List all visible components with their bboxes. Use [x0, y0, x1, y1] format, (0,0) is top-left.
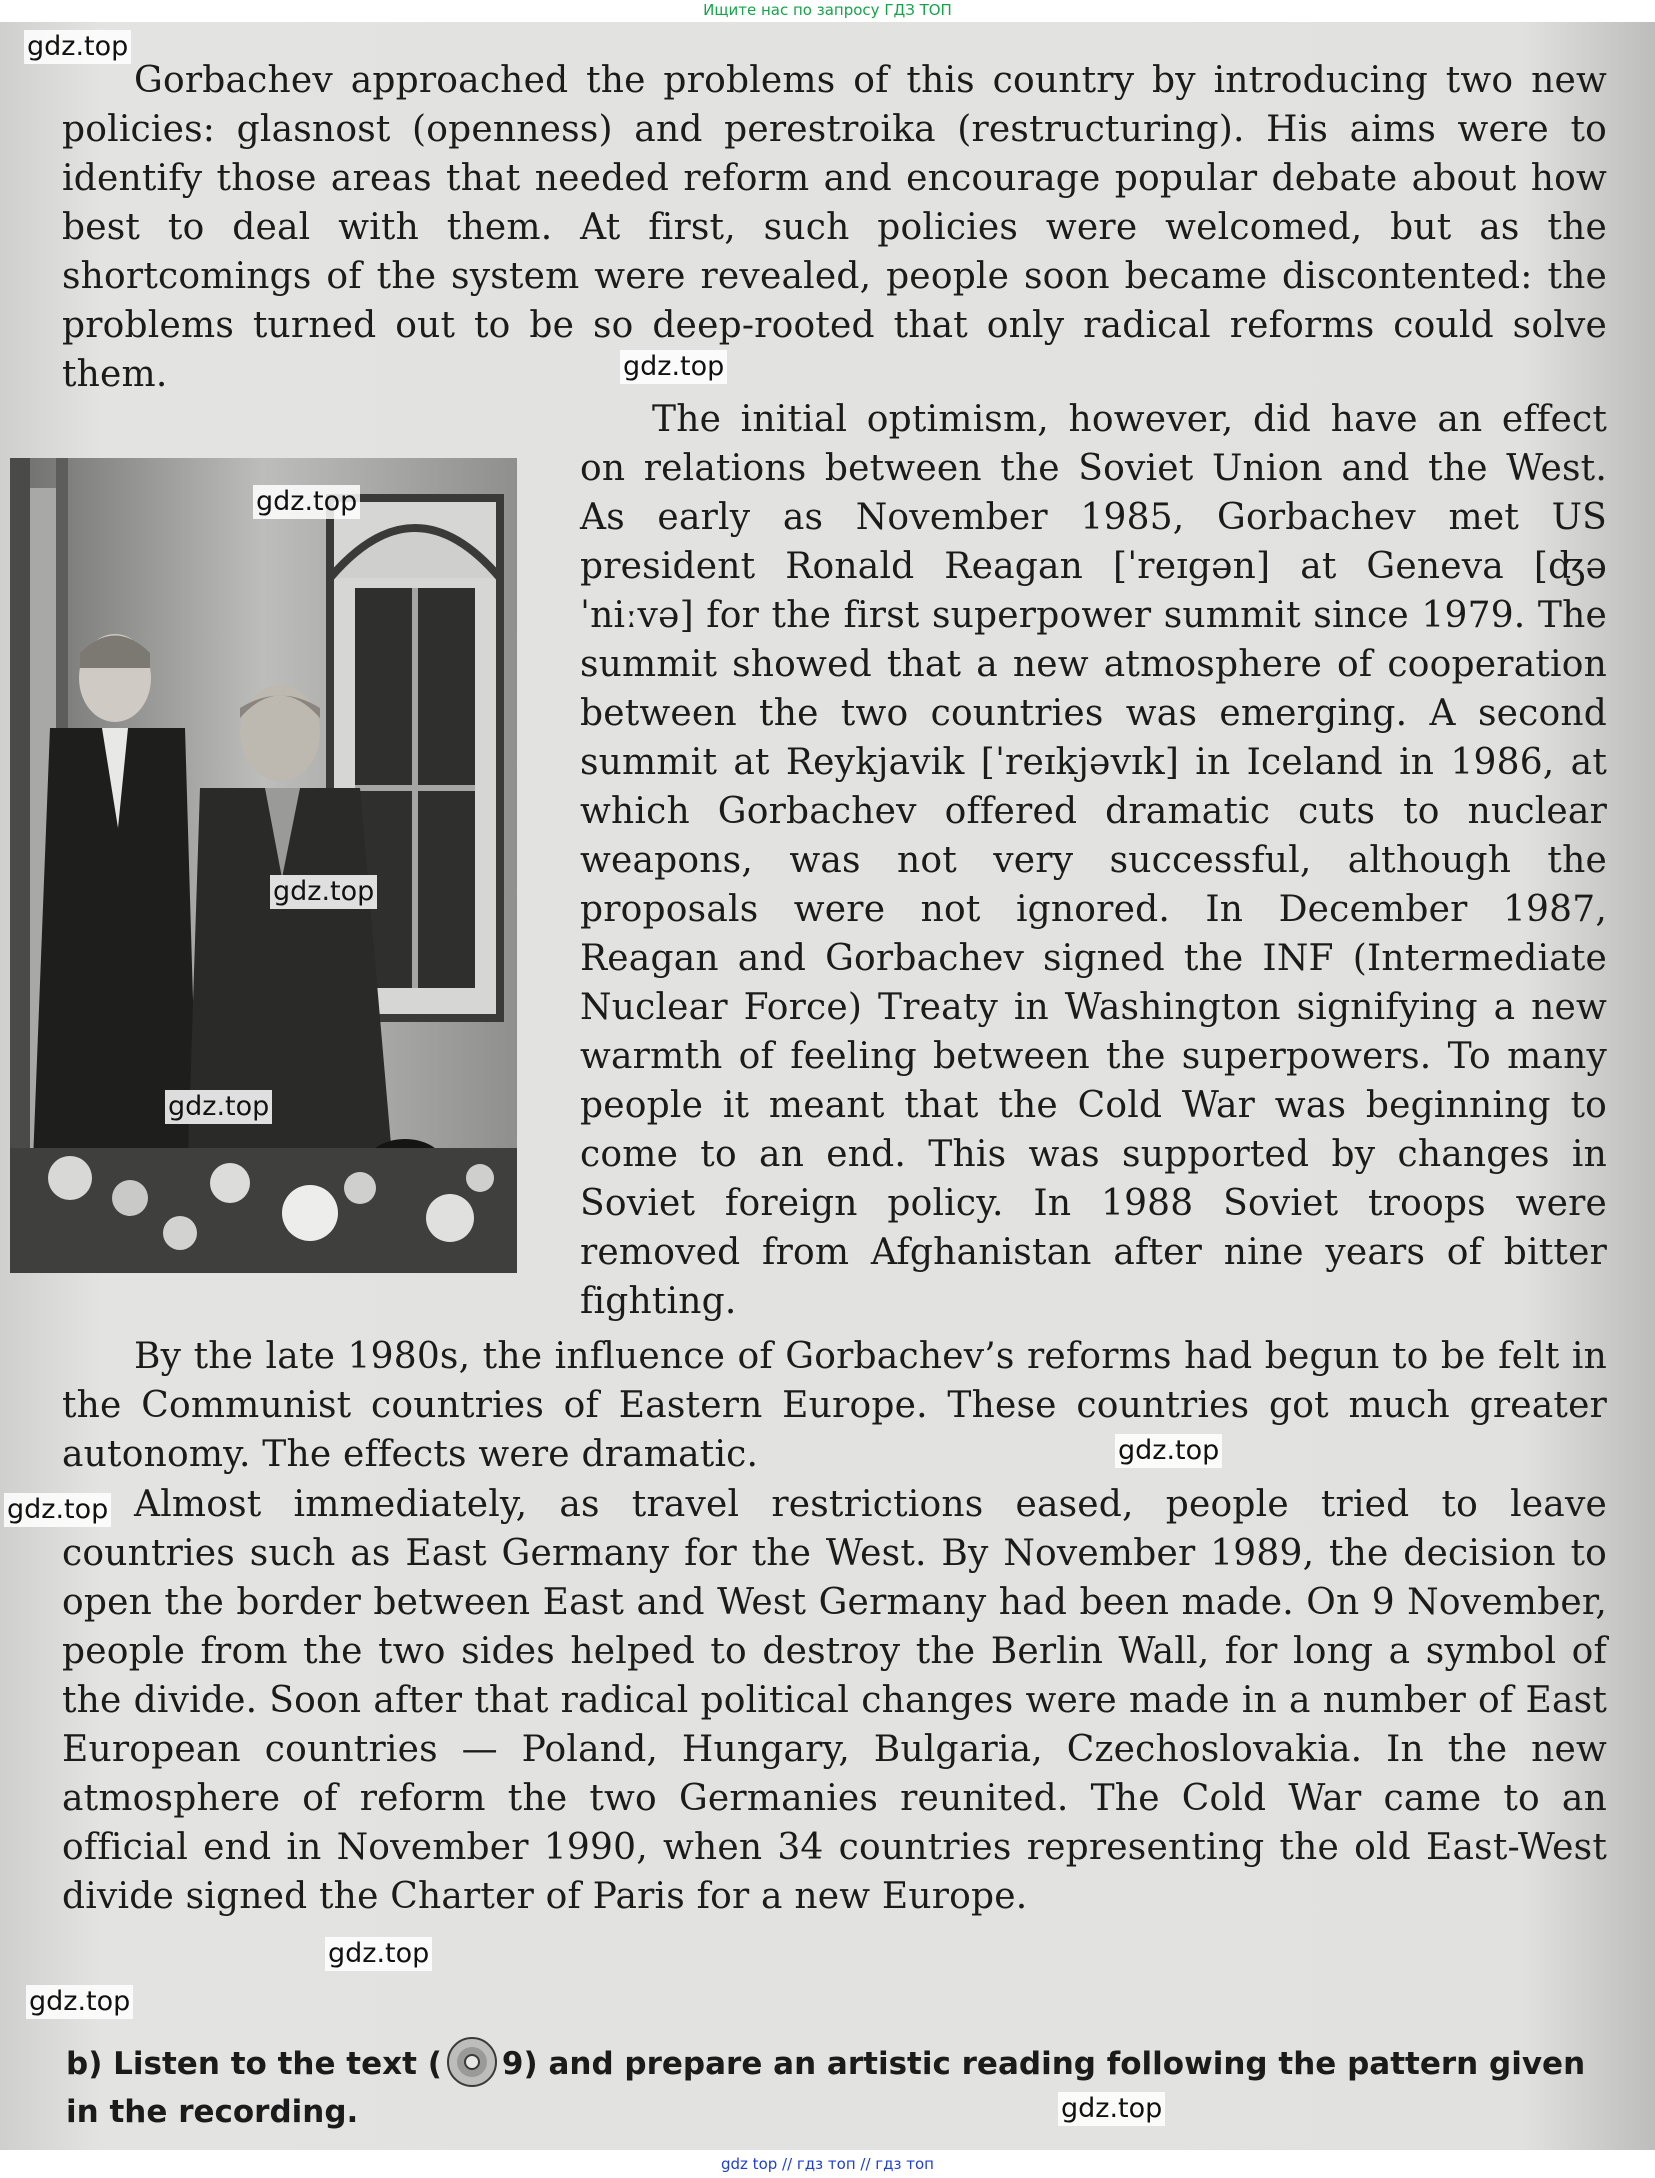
watermark-label: gdz.top — [24, 30, 131, 64]
watermark-label: gdz.top — [4, 1493, 111, 1527]
watermark-label: gdz.top — [26, 1985, 133, 2019]
task-text-prefix: b) Listen to the text ( — [66, 2046, 442, 2082]
top-banner-text: Ищите нас по запросу ГДЗ ТОП — [703, 1, 952, 19]
watermark-label: gdz.top — [325, 1937, 432, 1971]
bottom-banner — [0, 2150, 1655, 2178]
watermark-label: gdz.top — [1058, 2092, 1165, 2126]
watermark-label: gdz.top — [270, 875, 377, 909]
task-b-instruction — [66, 2040, 1607, 2136]
task-track-number: 9 — [501, 2046, 524, 2082]
watermark-label: gdz.top — [165, 1090, 272, 1124]
bottom-banner-text: gdz top // гдз топ // гдз топ — [721, 2155, 934, 2173]
summit-photo-illustration — [10, 458, 517, 1273]
task-text-suffix: ) and prepare an artistic reading following the pattern given in the recording. — [66, 2046, 1586, 2130]
paragraph-berlin-wall: Almost immediately, as travel restrictions eased, people tried to leave countries such as East Germany for the West. By November 1989, the decision to open the border between East and West Germany had been made. On 9 November, people from the two sides helped to destroy the Berlin Wall, for long a symbol of the divide. Soon after that radical political changes were made in a number of East European countries — Poland, Hungary, Bulgaria, Czechoslovakia. In the new atmosphere of reform the two Germanies reunited. The Cold War came to an official end in November 1990, when 34 countries representing the old East-West divide signed the Charter of Paris for a new Europe. — [62, 1484, 1607, 1917]
cd-audio-icon[interactable] — [446, 2036, 498, 2088]
paragraph-glasnost: Gorbachev approached the problems of this country by introducing two new policies: glasnost (openness) and perestroika (restructuring). His aims were to identify those areas that needed reform and encourage popular debate about how best to deal with them. At first, such policies were welcomed, but as the shortcomings of the system were revealed, people soon became discontented: the problems turned out to be so deep-rooted that only radical reforms could solve them. — [62, 60, 1607, 395]
photo-reagan-gorbachev — [10, 458, 517, 1273]
watermark-label: gdz.top — [253, 485, 360, 519]
paragraph-eastern-europe: By the late 1980s, the influence of Gorbachev’s reforms had begun to be felt in the Communist countries of Eastern Europe. These countries got much greater autonomy. The effects were dramatic. — [62, 1336, 1607, 1475]
top-banner — [0, 0, 1655, 22]
watermark-label: gdz.top — [1115, 1434, 1222, 1468]
watermark-label: gdz.top — [620, 350, 727, 384]
paragraph-summits: The initial optimism, however, did have an effect on relations between the Soviet Union and the West. As early as November 1985, Gorbachev met US president Ronald Reagan [ˈreɪgən] at Geneva [ʤəˈniːvə] for the first superpower summit since 1979. The summit showed that a new atmosphere of cooperation between the two countries was emerging. A second summit at Reykjavik [ˈreɪkjəvɪk] in Iceland in 1986, at which Gorbachev offered dramatic cuts to nuclear weapons, was not very successful, although the proposals were not ignored. In December 1987, Reagan and Gorbachev signed the INF (Intermediate Nuclear Force) Treaty in Washington signifying a new warmth of feeling between the superpowers. To many people it meant that the Cold War was beginning to come to an end. This was supported by changes in Soviet foreign policy. In 1988 Soviet troops were removed from Afghanistan after nine years of bitter fighting. — [580, 399, 1607, 1322]
